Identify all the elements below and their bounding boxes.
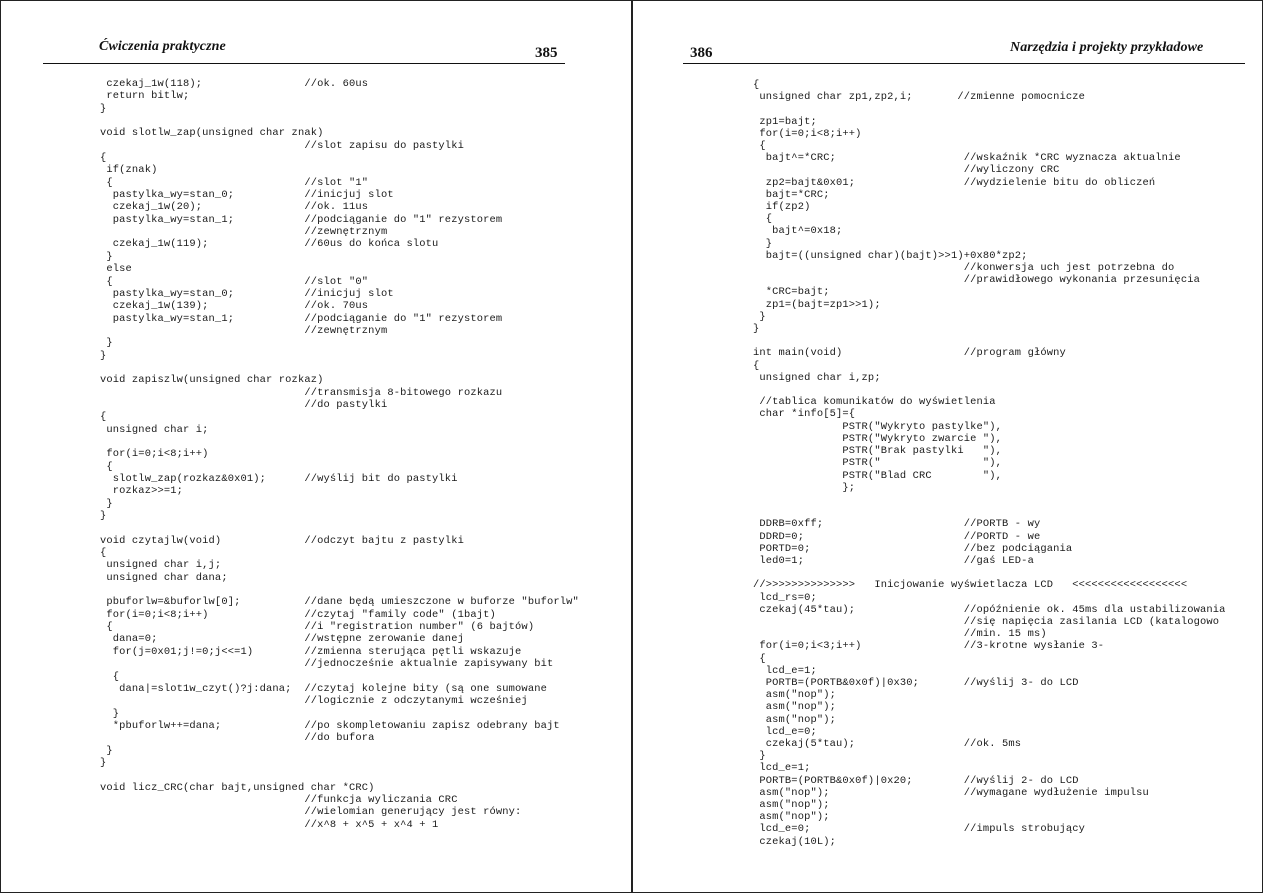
- code-line: DDRD=0; //PORTD - we: [753, 530, 1041, 543]
- code-line: zp1=(bajt=zp1>>1);: [753, 298, 881, 311]
- code-line: [753, 506, 1226, 518]
- code-line: lcd_e=0;: [753, 725, 817, 738]
- code-line: asm("nop");: [753, 713, 837, 726]
- code-line: czekaj_1w(118); //ok. 60us: [100, 78, 369, 90]
- right-code-listing: [753, 79, 1226, 848]
- code-line: //wyliczony CRC: [753, 164, 1060, 177]
- code-line: unsigned char i,j;: [100, 559, 222, 572]
- code-line: //funkcja wyliczania CRC: [100, 793, 458, 806]
- code-line: [753, 384, 1226, 396]
- code-line: }: [753, 323, 760, 336]
- code-line: void licz_CRC(char bajt,unsigned char *CRC): [100, 781, 375, 794]
- code-line: }: [753, 237, 773, 250]
- code-line: unsigned char i;: [100, 423, 209, 436]
- code-line: [100, 584, 579, 596]
- code-line: //wielomian generujący jest równy:: [100, 806, 522, 819]
- code-line: dana=0; //wstępne zerowanie danej: [100, 633, 464, 646]
- code-line: {: [100, 670, 120, 683]
- code-line: }: [100, 707, 120, 720]
- code-line: czekaj(10L);: [753, 835, 837, 848]
- code-line: {: [753, 213, 773, 226]
- right-page-header-title: Narzędzia i projekty przykładowe: [1010, 40, 1204, 55]
- code-line: }: [753, 750, 766, 763]
- code-line: asm("nop");: [753, 689, 837, 702]
- code-line: bajt^=*CRC; //wskaźnik *CRC wyznacza aktualnie: [753, 152, 1181, 165]
- code-line: [753, 103, 1226, 115]
- code-line: PSTR("Wykryto pastylke"),: [753, 420, 1003, 433]
- code-line: {: [753, 79, 760, 91]
- code-line: //slot zapisu do pastylki: [100, 139, 464, 152]
- code-line: int main(void) //program główny: [753, 347, 1066, 360]
- code-line: return bitlw;: [100, 90, 190, 103]
- code-line: [753, 335, 1226, 347]
- code-line: zp1=bajt;: [753, 115, 817, 128]
- code-line: bajt=((unsigned char)(bajt)>>1)+0x80*zp2;: [753, 249, 1028, 262]
- code-line: {: [100, 411, 107, 424]
- left-page: [1, 1, 631, 892]
- code-line: asm("nop");: [753, 701, 837, 714]
- code-line: }: [100, 497, 113, 510]
- code-line: unsigned char i,zp;: [753, 371, 881, 384]
- code-line: else: [100, 263, 132, 276]
- code-line: asm("nop"); //wymagane wydłużenie impulsu: [753, 786, 1149, 799]
- left-page-header-title: Ćwiczenia praktyczne: [99, 39, 226, 54]
- code-line: lcd_rs=0;: [753, 591, 817, 604]
- code-line: PSTR("Brak pastylki "),: [753, 445, 1003, 458]
- code-line: }: [753, 310, 766, 323]
- code-line: slotlw_zap(rozkaz&0x01); //wyślij bit do pastylki: [100, 473, 458, 485]
- code-line: lcd_e=1;: [753, 664, 817, 677]
- code-line: //się napięcia zasilania LCD (katalogowo: [753, 615, 1220, 628]
- code-line: //jednocześnie aktualnie zapisywany bit: [100, 658, 554, 671]
- code-line: //logicznie z odczytanymi wcześniej: [100, 695, 528, 708]
- code-line: unsigned char zp1,zp2,i; //zmienne pomocnicze: [753, 91, 1086, 104]
- code-line: //x^8 + x^5 + x^4 + 1: [100, 818, 439, 831]
- code-line: unsigned char dana;: [100, 571, 228, 584]
- code-line: void slotlw_zap(unsigned char znak): [100, 127, 324, 140]
- code-line: //zewnętrznym: [100, 226, 388, 239]
- code-line: pastylka_wy=stan_0; //inicjuj slot: [100, 287, 394, 300]
- code-line: {: [100, 460, 113, 473]
- code-line: [753, 567, 1226, 579]
- code-line: [753, 494, 1226, 506]
- code-line: {: [753, 652, 766, 665]
- right-header-rule: [683, 63, 1245, 64]
- code-line: //min. 15 ms): [753, 628, 1047, 641]
- code-line: if(zp2): [753, 201, 811, 214]
- code-line: //do bufora: [100, 732, 375, 745]
- code-line: { //slot "1": [100, 176, 369, 189]
- code-line: };: [753, 481, 856, 494]
- code-line: czekaj(5*tau); //ok. 5ms: [753, 737, 1022, 750]
- code-line: czekaj_1w(139); //ok. 70us: [100, 300, 369, 313]
- code-line: czekaj_1w(119); //60us do końca slotu: [100, 238, 439, 251]
- code-line: bajt=*CRC;: [753, 188, 830, 201]
- code-line: *CRC=bajt;: [753, 286, 830, 299]
- code-line: PSTR(" "),: [753, 457, 1003, 470]
- left-code-listing: [100, 78, 579, 831]
- right-page: [633, 1, 1262, 892]
- code-line: PORTD=0; //bez podciągania: [753, 542, 1073, 555]
- code-line: PORTB=(PORTB&0x0f)|0x20; //wyślij 2- do LCD: [753, 774, 1079, 787]
- left-header-rule: [43, 63, 565, 64]
- code-line: //transmisja 8-bitowego rozkazu: [100, 386, 503, 399]
- code-line: led0=1; //gaś LED-a: [753, 554, 1034, 567]
- code-line: PSTR("Wykryto zwarcie "),: [753, 432, 1003, 445]
- code-line: }: [100, 102, 107, 115]
- code-line: for(i=0;i<3;i++) //3-krotne wysłanie 3-: [753, 640, 1105, 653]
- code-line: bajt^=0x18;: [753, 225, 843, 238]
- code-line: //do pastylki: [100, 398, 388, 411]
- code-line: //tablica komunikatów do wyświetlenia: [753, 396, 996, 409]
- code-line: {: [100, 547, 107, 560]
- code-line: void czytajlw(void) //odczyt bajtu z pastylki: [100, 534, 464, 547]
- code-line: //konwersja uch jest potrzebna do: [753, 262, 1175, 275]
- code-line: }: [100, 349, 107, 362]
- code-line: { //i "registration number" (6 bajtów): [100, 621, 535, 634]
- code-line: { //slot "0": [100, 275, 369, 288]
- code-line: {: [753, 359, 760, 372]
- code-line: PSTR("Blad CRC "),: [753, 469, 1003, 482]
- code-line: DDRB=0xff; //PORTB - wy: [753, 518, 1041, 531]
- code-line: for(j=0x01;j!=0;j<<=1) //zmienna sterująca pętli wskazuje: [100, 645, 522, 658]
- code-line: [100, 362, 579, 374]
- code-line: for(i=0;i<8;i++): [100, 448, 209, 461]
- code-line: }: [100, 510, 107, 523]
- left-page-number: 385: [535, 45, 558, 61]
- code-line: asm("nop");: [753, 798, 830, 811]
- code-line: pastylka_wy=stan_1; //podciąganie do "1" rezystorem: [100, 312, 503, 325]
- code-line: pastylka_wy=stan_0; //inicjuj slot: [100, 189, 394, 202]
- code-line: if(znak): [100, 164, 158, 177]
- code-line: //>>>>>>>>>>>>>> Inicjowanie wyświetlacza LCD <<<<<<<<<<<<<<<<<<: [753, 579, 1188, 592]
- code-line: char *info[5]={: [753, 408, 856, 421]
- code-line: dana|=slot1w_czyt()?j:dana; //czytaj kolejne bity (są one sumowane: [100, 682, 547, 695]
- code-line: {: [100, 152, 107, 165]
- code-line: *pbuforlw++=dana; //po skompletowaniu zapisz odebrany bajt: [100, 719, 560, 732]
- code-line: lcd_e=0; //impuls strobujący: [753, 823, 1086, 836]
- code-line: [100, 522, 579, 534]
- code-line: void zapiszlw(unsigned char rozkaz): [100, 374, 324, 387]
- code-line: }: [100, 337, 113, 350]
- code-line: for(i=0;i<8;i++): [753, 127, 862, 140]
- code-line: [100, 436, 579, 448]
- code-line: }: [100, 250, 113, 263]
- code-line: zp2=bajt&0x01; //wydzielenie bitu do obliczeń: [753, 176, 1156, 189]
- code-line: }: [100, 744, 113, 757]
- code-line: rozkaz>>=1;: [100, 485, 184, 498]
- code-line: }: [100, 756, 107, 769]
- code-line: [100, 769, 579, 781]
- code-line: {: [753, 140, 766, 153]
- code-line: pastylka_wy=stan_1; //podciąganie do "1" rezystorem: [100, 213, 503, 226]
- code-line: pbuforlw=&buforlw[0]; //dane będą umieszczone w buforze "buforlw": [100, 596, 579, 609]
- right-page-number: 386: [690, 45, 713, 61]
- code-line: //prawidłowego wykonania przesunięcia: [753, 274, 1200, 287]
- code-line: PORTB=(PORTB&0x0f)|0x30; //wyślij 3- do LCD: [753, 676, 1079, 689]
- code-line: czekaj(45*tau); //opóźnienie ok. 45ms dla ustabilizowania: [753, 603, 1226, 616]
- code-line: asm("nop");: [753, 811, 830, 824]
- code-line: czekaj_1w(20); //ok. 11us: [100, 201, 369, 214]
- code-line: lcd_e=1;: [753, 762, 811, 775]
- code-line: for(i=0;i<8;i++) //czytaj "family code" (1bajt): [100, 608, 496, 621]
- code-line: [100, 115, 579, 127]
- code-line: //zewnętrznym: [100, 324, 388, 337]
